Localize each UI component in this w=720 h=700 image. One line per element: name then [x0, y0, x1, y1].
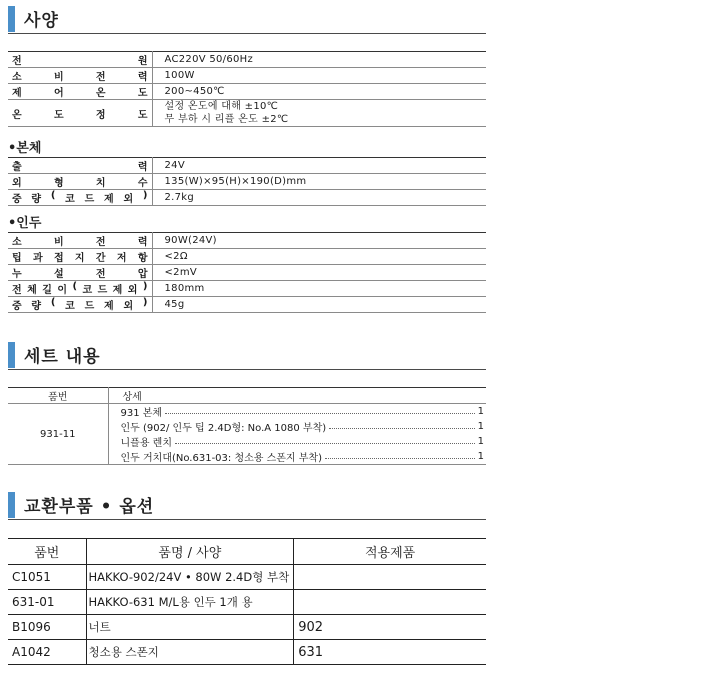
- spec-label: [8, 233, 152, 249]
- set-item: [121, 404, 485, 419]
- options-item-name: HAKKO-902/24V • 80W 2.4D형 부착: [86, 565, 294, 590]
- spec-row: [8, 233, 486, 249]
- section-accent-bar: [8, 342, 15, 368]
- options-applies-to: 631: [294, 640, 486, 665]
- options-part-number: 631-01: [8, 590, 86, 615]
- spec-value-line: 135(W)×95(H)×190(D)mm: [164, 176, 307, 187]
- section-accent-bar: [8, 492, 15, 518]
- options-applies-to: 902: [294, 615, 486, 640]
- spec-value: [152, 100, 486, 127]
- options-row: [8, 590, 486, 615]
- spec-iron-table: [8, 232, 486, 313]
- dot-leader: [175, 443, 475, 444]
- set-item-name: 931 본체: [120, 408, 163, 419]
- spec-value: [152, 281, 486, 297]
- set-item: [121, 434, 485, 449]
- options-applies-to: [294, 565, 486, 590]
- spec-section-header: [8, 4, 486, 34]
- spec-row: [8, 190, 486, 206]
- options-section-title: 교환부품 • 옵션: [24, 497, 155, 517]
- spec-label-text: 외 형 치 수: [12, 178, 148, 189]
- spec-value-line: 45g: [164, 299, 185, 310]
- options-part-number: B1096: [8, 615, 86, 640]
- spec-row: [8, 281, 486, 297]
- spec-value-line: AC220V 50/60Hz: [164, 54, 254, 65]
- spec-label-text: 누 설 전 압: [12, 269, 148, 280]
- options-table: [8, 538, 486, 665]
- spec-value-line: 90W(24V): [164, 235, 217, 246]
- spec-value: [152, 265, 486, 281]
- options-applies-to: [294, 590, 486, 615]
- set-item-list: [108, 404, 486, 465]
- set-section-header: [8, 340, 486, 370]
- spec-row: [8, 52, 486, 68]
- spec-value-line: 24V: [164, 160, 185, 171]
- spec-value: [152, 174, 486, 190]
- options-header-name: 품명 / 사양: [86, 539, 294, 565]
- set-section-title: 세트 내용: [24, 347, 101, 367]
- spec-label-text: 온 도 정 도: [12, 109, 148, 121]
- spec-row: [8, 265, 486, 281]
- options-part-number: A1042: [8, 640, 86, 665]
- spec-label-text: 제 어 온 도: [12, 88, 148, 99]
- spec-value-line: 무 부하 시 리플 온도 ±2℃: [164, 114, 289, 125]
- spec-value: [152, 190, 486, 206]
- set-header-part: 품번: [8, 388, 108, 404]
- spec-main-table: [8, 51, 486, 127]
- spec-label: [8, 68, 152, 84]
- spec-label: [8, 174, 152, 190]
- spec-label: [8, 281, 152, 297]
- spec-label: [8, 84, 152, 100]
- dot-leader: [325, 458, 475, 459]
- options-item-name: HAKKO-631 M/L용 인두 1개 용: [86, 590, 294, 615]
- spec-row: [8, 158, 486, 174]
- spec-value-line: <2mV: [164, 267, 198, 278]
- section-accent-bar: [8, 6, 15, 32]
- options-item-name: 청소용 스폰지: [86, 640, 294, 665]
- spec-label: [8, 190, 152, 206]
- set-item-qty: 1: [477, 436, 484, 447]
- spec-value-line: 200~450℃: [164, 86, 225, 97]
- spec-value: [152, 158, 486, 174]
- dot-leader: [329, 428, 474, 429]
- spec-value: [152, 52, 486, 68]
- spec-label: [8, 265, 152, 281]
- spec-section-title: 사양: [24, 11, 59, 31]
- spec-label: [8, 297, 152, 313]
- spec-label-text: 소 비 전 력: [12, 72, 148, 83]
- spec-row: [8, 297, 486, 313]
- spec-label-text: 팁 과 접 지 간 저 항: [12, 253, 148, 264]
- spec-value: [152, 84, 486, 100]
- set-item: [121, 419, 485, 434]
- dot-leader: [165, 413, 475, 414]
- spec-row: [8, 174, 486, 190]
- spec-value-line: <2Ω: [164, 251, 188, 262]
- set-item-name: 인두 (902/ 인두 팁 2.4D형: No.A 1080 부착): [120, 423, 327, 434]
- spec-label-text: 전 원: [12, 56, 148, 67]
- spec-value-line: 180mm: [164, 283, 205, 294]
- spec-value: [152, 249, 486, 265]
- spec-label-text: 전 체 길 이 ( 코 드 제 외 ): [12, 281, 148, 296]
- set-contents-table: [8, 387, 486, 465]
- options-row: [8, 565, 486, 590]
- spec-body-table: [8, 157, 486, 206]
- spec-label: [8, 100, 152, 127]
- options-section-header: [8, 490, 486, 520]
- set-item-qty: 1: [477, 406, 484, 417]
- options-header-part: 품번: [8, 539, 86, 565]
- spec-label: [8, 158, 152, 174]
- body-subheading: •본체: [8, 141, 42, 156]
- set-item-qty: 1: [477, 451, 484, 462]
- spec-label-text: 중 량 ( 코 드 제 외 ): [12, 190, 148, 205]
- spec-row: [8, 100, 486, 127]
- spec-label-text: 출 력: [12, 162, 148, 173]
- set-part-number: 931-11: [8, 404, 108, 465]
- options-header-applies: 적용제품: [294, 539, 486, 565]
- set-item-qty: 1: [477, 421, 484, 432]
- spec-value: [152, 68, 486, 84]
- spec-value: [152, 297, 486, 313]
- spec-value-line: 100W: [164, 70, 195, 81]
- spec-row: [8, 249, 486, 265]
- spec-label-text: 중 량 ( 코 드 제 외 ): [12, 297, 148, 312]
- spec-value-line: 2.7kg: [164, 192, 195, 203]
- spec-label: [8, 249, 152, 265]
- set-item: [121, 449, 485, 464]
- spec-value: [152, 233, 486, 249]
- set-header-detail: 상세: [108, 388, 486, 404]
- options-row: [8, 640, 486, 665]
- spec-label-text: 소 비 전 력: [12, 237, 148, 248]
- iron-subheading: •인두: [8, 216, 42, 231]
- set-item-name: 니플용 렌치: [120, 438, 172, 449]
- spec-row: [8, 68, 486, 84]
- spec-value-line: 설정 온도에 대해 ±10℃: [164, 101, 279, 112]
- set-item-name: 인두 거치대(No.631-03: 청소용 스폰지 부착): [120, 453, 322, 464]
- spec-label: [8, 52, 152, 68]
- options-row: [8, 615, 486, 640]
- spec-row: [8, 84, 486, 100]
- options-item-name: 너트: [86, 615, 294, 640]
- options-part-number: C1051: [8, 565, 86, 590]
